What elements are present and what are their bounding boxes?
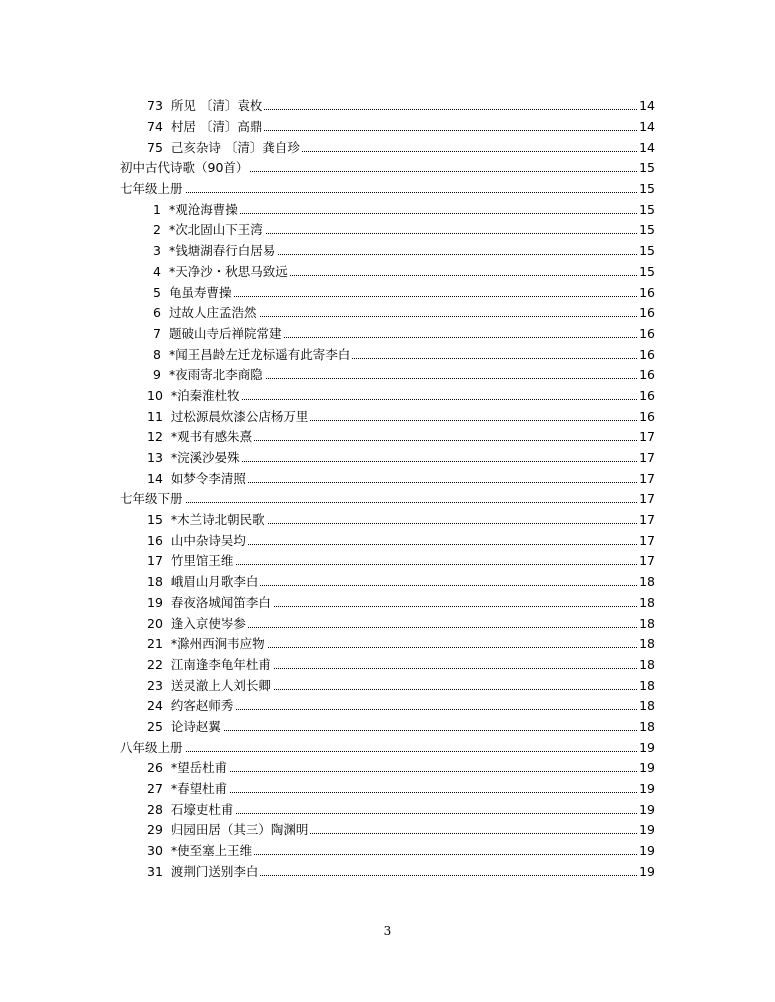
toc-entry-label: 春夜洛城闻笛李白 [170, 594, 271, 610]
toc-entry-label: *观书有感朱熹 [170, 429, 253, 445]
toc-section-heading[interactable] [0, 158, 775, 179]
toc-section-heading[interactable] [0, 489, 775, 510]
toc-entry-label: 归园田居（其三）陶渊明 [170, 822, 309, 838]
toc-entry-page: 16 [639, 408, 655, 424]
toc-entry-label: *天净沙・秋思马致远 [169, 263, 288, 279]
toc-entry-number: 29 [147, 822, 163, 838]
toc-entry[interactable] [0, 96, 775, 117]
toc-entry-number: 3 [153, 242, 161, 258]
toc-entry[interactable] [0, 613, 775, 634]
toc-entry-label: 八年级上册 [120, 739, 183, 755]
toc-entry-title [147, 700, 235, 713]
toc-entry-title [147, 369, 265, 382]
toc-entry-label: 龟虽寿曹操 [169, 284, 232, 300]
table-of-contents [0, 96, 775, 882]
toc-entry-page: 14 [639, 118, 655, 134]
toc-entry-number: 25 [147, 718, 163, 734]
toc-entry-page: 19 [639, 801, 655, 817]
toc-entry-title [147, 325, 284, 341]
toc-entry-title [120, 180, 185, 196]
toc-entry-title [120, 493, 185, 506]
toc-entry[interactable] [0, 406, 775, 427]
toc-entry[interactable] [0, 427, 775, 448]
toc-entry-label: 过故人庄孟浩然 [169, 304, 257, 320]
toc-entry-label: 论诗赵翼 [170, 718, 221, 734]
toc-entry-page: 16 [639, 346, 655, 362]
toc-entry-number: 24 [147, 698, 163, 714]
toc-entry-title [147, 842, 254, 858]
toc-entry-number: 5 [153, 284, 161, 300]
toc-entry[interactable] [0, 386, 775, 407]
toc-entry-number: 20 [147, 615, 163, 631]
toc-entry-number: 1 [153, 201, 161, 217]
toc-entry-label: *次北固山下王湾 [169, 222, 263, 238]
toc-entry-page: 14 [639, 98, 655, 114]
toc-entry[interactable] [0, 551, 775, 572]
toc-entry-title [120, 162, 250, 175]
toc-entry[interactable] [0, 117, 775, 138]
toc-entry-page: 15 [639, 242, 655, 258]
toc-entry-number: 12 [147, 429, 163, 445]
toc-entry[interactable] [0, 241, 775, 262]
toc-entry[interactable] [0, 696, 775, 717]
toc-entry-number: 13 [147, 449, 163, 465]
toc-entry-page: 15 [639, 201, 655, 217]
toc-entry-label: 送灵澈上人刘长卿 [170, 677, 271, 693]
toc-entry-label: 渡荆门送别李白 [170, 863, 259, 879]
toc-entry-number: 21 [147, 635, 163, 651]
toc-section-heading[interactable] [0, 179, 775, 200]
toc-entry-label: 峨眉山月歌李白 [170, 573, 259, 589]
toc-entry-title [147, 100, 264, 113]
toc-entry-label: *闻王昌龄左迁龙标遥有此寄李白 [169, 346, 351, 362]
toc-entry-label: 题破山寺后禅院常建 [169, 325, 282, 341]
toc-entry[interactable] [0, 137, 775, 158]
toc-entry-page: 15 [639, 160, 655, 176]
toc-entry-title [147, 780, 229, 796]
toc-entry-title [147, 656, 273, 672]
toc-entry[interactable] [0, 220, 775, 241]
toc-entry-page: 18 [639, 718, 655, 734]
toc-entry-page: 17 [639, 449, 655, 465]
page-number: 3 [383, 924, 392, 938]
toc-entry[interactable] [0, 530, 775, 551]
toc-entry-title [147, 242, 277, 258]
toc-entry-title [147, 449, 242, 465]
toc-entry-number: 22 [147, 656, 163, 672]
toc-entry-label: 逢入京使岑参 [170, 615, 246, 631]
toc-entry-title [147, 573, 260, 589]
toc-entry-number: 8 [153, 346, 161, 362]
toc-entry-number: 74 [147, 118, 163, 134]
toc-entry[interactable] [0, 861, 775, 882]
toc-entry[interactable] [0, 572, 775, 593]
toc-entry-page: 17 [639, 532, 655, 548]
toc-entry-page: 19 [639, 760, 655, 776]
toc-entry[interactable] [0, 510, 775, 531]
toc-entry-title [147, 410, 310, 423]
toc-entry-label: 石壕吏杜甫 [170, 801, 234, 817]
toc-entry-number: 6 [153, 304, 161, 320]
toc-entry-title [147, 387, 242, 403]
toc-entry[interactable] [0, 344, 775, 365]
toc-entry-number: 31 [147, 863, 163, 879]
toc-entry-page: 18 [639, 698, 655, 714]
toc-entry-title [147, 201, 240, 217]
toc-entry-title [147, 555, 235, 568]
toc-entry-title [147, 617, 248, 630]
toc-entry-page: 18 [639, 615, 655, 631]
toc-entry-number: 30 [147, 842, 163, 858]
toc-entry-page: 18 [639, 635, 655, 651]
toc-entry-number: 2 [153, 222, 161, 238]
toc-entry-number: 28 [147, 801, 163, 817]
toc-entry-label: *春望杜甫 [170, 780, 228, 796]
toc-entry-page: 14 [639, 139, 655, 155]
toc-entry-page: 18 [639, 656, 655, 672]
toc-entry-title [147, 824, 310, 837]
toc-entry-page: 16 [639, 367, 655, 383]
toc-entry-title [120, 741, 185, 754]
toc-entry-number: 9 [153, 367, 161, 383]
toc-entry-label: 初中古代诗歌（90首） [120, 160, 249, 176]
toc-entry-label: 如梦令李清照 [170, 470, 246, 486]
toc-entry-title [147, 679, 273, 692]
toc-entry-label: 竹里馆王维 [170, 553, 234, 569]
toc-entry[interactable] [0, 448, 775, 469]
toc-entry-number: 7 [153, 325, 161, 341]
toc-entry[interactable] [0, 675, 775, 696]
toc-entry-label: *滁州西涧韦应物 [170, 635, 265, 651]
toc-entry-page: 19 [639, 780, 655, 796]
toc-entry-page: 16 [639, 304, 655, 320]
toc-entry-label: 七年级上册 [120, 180, 183, 196]
toc-entry[interactable] [0, 468, 775, 489]
toc-entry-label: *观沧海曹操 [169, 201, 238, 217]
toc-entry[interactable] [0, 758, 775, 779]
toc-entry[interactable] [0, 262, 775, 283]
toc-entry-page: 15 [639, 222, 655, 238]
toc-entry-label: *木兰诗北朝民歌 [170, 511, 265, 527]
toc-entry-label: 约客赵师秀 [170, 698, 234, 714]
toc-entry-page: 18 [639, 677, 655, 693]
toc-entry-label: *泊秦淮杜牧 [170, 387, 240, 403]
toc-entry-page: 18 [639, 594, 655, 610]
toc-entry-title [147, 718, 223, 734]
toc-entry-title [147, 431, 254, 444]
toc-entry-page: 19 [639, 822, 655, 838]
toc-entry-title [147, 803, 235, 816]
toc-entry[interactable] [0, 841, 775, 862]
toc-entry[interactable] [0, 365, 775, 386]
toc-section-heading[interactable] [0, 737, 775, 758]
toc-entry-label: 七年级下册 [120, 491, 183, 507]
toc-entry-number: 18 [147, 573, 163, 589]
toc-entry-number: 15 [147, 511, 163, 527]
toc-entry-page: 17 [639, 511, 655, 527]
toc-entry[interactable] [0, 593, 775, 614]
toc-entry-label: 村居 〔清〕高鼎 [170, 118, 263, 134]
toc-entry-page: 16 [639, 284, 655, 300]
toc-entry-page: 17 [639, 553, 655, 569]
toc-entry[interactable] [0, 779, 775, 800]
toc-entry-label: 过松源晨炊漆公店杨万里 [170, 408, 309, 424]
toc-entry-title [147, 863, 260, 879]
toc-entry[interactable] [0, 799, 775, 820]
toc-entry-title [147, 348, 352, 361]
toc-entry-title [147, 594, 273, 610]
toc-entry-number: 23 [147, 677, 163, 693]
toc-entry[interactable] [0, 634, 775, 655]
toc-entry-page: 17 [639, 429, 655, 445]
toc-entry-title [147, 141, 302, 154]
toc-entry-number: 14 [147, 470, 163, 486]
toc-entry-page: 19 [639, 842, 655, 858]
toc-entry-page: 19 [639, 739, 655, 755]
toc-entry-label: *浣溪沙晏殊 [170, 449, 240, 465]
toc-entry-title [147, 224, 265, 237]
toc-entry-page: 19 [639, 863, 655, 879]
toc-entry-title [147, 532, 248, 548]
toc-entry-number: 73 [147, 98, 163, 114]
toc-entry-title [147, 286, 234, 299]
toc-entry-page: 16 [639, 325, 655, 341]
toc-entry-label: 己亥杂诗 〔清〕龚自珍 [170, 139, 300, 155]
toc-entry[interactable] [0, 820, 775, 841]
toc-entry-page: 17 [639, 491, 655, 507]
toc-entry-label: 山中杂诗吴均 [170, 532, 246, 548]
toc-entry-label: *钱塘湖春行白居易 [169, 242, 276, 258]
toc-entry-title [147, 762, 229, 775]
toc-entry[interactable] [0, 303, 775, 324]
toc-entry[interactable] [0, 717, 775, 738]
toc-entry[interactable] [0, 199, 775, 220]
toc-entry-number: 75 [147, 139, 163, 155]
toc-entry-page: 15 [639, 180, 655, 196]
toc-entry-number: 4 [153, 263, 161, 279]
toc-entry-number: 17 [147, 553, 163, 569]
toc-entry-title [147, 263, 290, 279]
toc-entry-page: 15 [639, 263, 655, 279]
toc-entry-label: 江南逢李龟年杜甫 [170, 656, 271, 672]
toc-entry-number: 11 [147, 408, 163, 424]
toc-entry-title [147, 304, 259, 320]
dot-leader [120, 751, 653, 752]
toc-entry-label: *夜雨寄北李商隐 [169, 367, 263, 383]
toc-entry-label: *望岳杜甫 [170, 760, 228, 776]
toc-entry-number: 19 [147, 594, 163, 610]
toc-entry-number: 10 [147, 387, 163, 403]
toc-entry[interactable] [0, 282, 775, 303]
toc-entry-title [147, 472, 248, 485]
toc-entry-label: *使至塞上王维 [170, 842, 253, 858]
toc-entry-title [147, 511, 267, 527]
toc-entry-label: 所见 〔清〕袁枚 [170, 98, 263, 114]
toc-entry-number: 27 [147, 780, 163, 796]
toc-entry-number: 26 [147, 760, 163, 776]
toc-entry-title [147, 635, 267, 651]
dot-leader [120, 192, 653, 193]
toc-entry[interactable] [0, 324, 775, 345]
toc-entry-title [147, 118, 264, 134]
toc-entry-page: 16 [639, 387, 655, 403]
toc-entry-page: 17 [639, 470, 655, 486]
dot-leader [120, 502, 653, 503]
toc-entry[interactable] [0, 655, 775, 676]
toc-entry-page: 18 [639, 573, 655, 589]
toc-entry-number: 16 [147, 532, 163, 548]
